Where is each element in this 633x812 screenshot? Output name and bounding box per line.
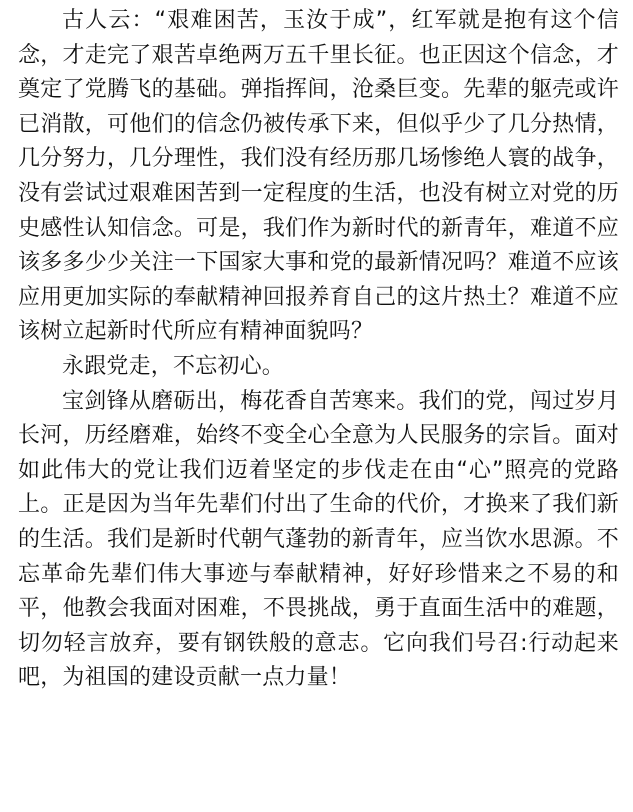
paragraph-3: 宝剑锋从磨砺出，梅花香自苦寒来。我们的党，闯过岁月长河，历经磨难，始终不变全心全意为人民服务的宗旨。面对如此伟大的党让我们迈着坚定的步伐走在由“心”照亮的党路上。正是因为当年先辈们付出了生命的代价，才换来了我们新的生活。我们是新时代朝气蓬勃的新青年，应当饮水思源。不忘革命先辈们伟大事迹与奉献精神，好好珍惜来之不易的和平，他教会我面对困难，不畏挑战，勇于直面生活中的难题，切勿轻言放弃，要有钢铁般的意志。它向我们号召:行动起来吧，为祖国的建设贡献一点力量！ [18,388,619,691]
paragraph-1: 古人云：“艰难困苦，玉汝于成”，红军就是抱有这个信念，才走完了艰苦卓绝两万五千里长征。也正因这个信念，才奠定了党腾飞的基础。弹指挥间，沧桑巨变。先辈的躯壳或许已消散，可他们的信念仍被传承下来，但似乎少了几分热情，几分努力，几分理性，我们没有经历那几场惨绝人寰的战争，没有尝试过艰难困苦到一定程度的生活，也没有树立对党的历史感性认知信念。可是，我们作为新时代的新青年，难道不应该多多少少关注一下国家大事和党的最新情况吗？难道不应该应用更加实际的奉献精神回报养育自己的这片热土？难道不应该树立起新时代所应有精神面貌吗？ [18,8,619,345]
paragraph-2: 永跟党走，不忘初心。 [62,353,285,379]
